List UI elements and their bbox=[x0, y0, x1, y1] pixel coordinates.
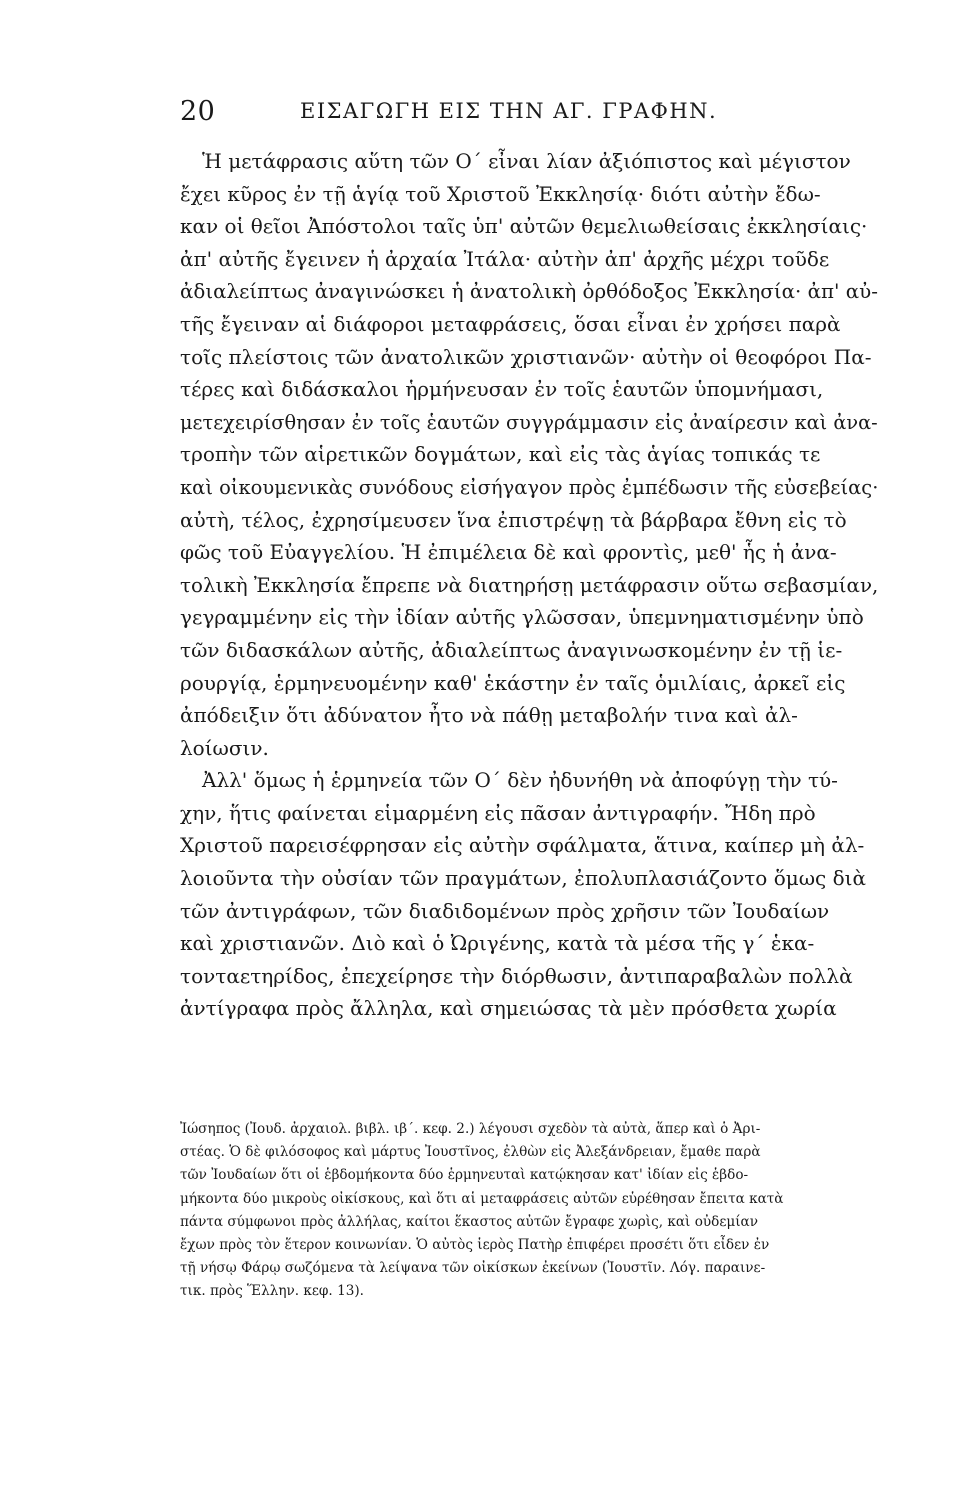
text-line: αὐτὴ, τέλος, ἐχρησίμευσεν ἵνα ἐπιστρέψῃ τὰ βάρβαρα ἔθνη εἰς τὸ bbox=[180, 507, 847, 532]
text-line: καὶ χριστιανῶν. Διὸ καὶ ὁ Ὠριγένης, κατὰ τὰ μέσα τῆς γ΄ ἑκα- bbox=[180, 931, 815, 956]
footnote-line: πάντα σύμφωνοι πρὸς ἀλλήλας, καίτοι ἕκαστος αὐτῶν ἔγραφε χωρὶς, καὶ οὐδεμίαν bbox=[180, 1213, 758, 1230]
footnote-line: τικ. πρὸς Ἕλλην. κεφ. 13). bbox=[180, 1283, 365, 1300]
text-line: Ἡ μετάφρασις αὕτη τῶν Ο΄ εἶναι λίαν ἀξιόπιστος καὶ μέγιστον bbox=[202, 149, 851, 173]
text-line: τῶν ἀντιγράφων, τῶν διαδιδομένων πρὸς χρῆσιν τῶν Ἰουδαίων bbox=[180, 898, 830, 923]
text-line: ἀδιαλείπτως ἀναγινώσκει ἡ ἀνατολικὴ ὀρθόδοξος Ἐκκλησία· ἀπ' αὐ- bbox=[180, 279, 878, 304]
text-line: χην, ἥτις φαίνεται εἱμαρμένη εἰς πᾶσαν ἀντιγραφήν. Ἤδη πρὸ bbox=[180, 800, 816, 825]
text-line: ἀντίγραφα πρὸς ἄλληλα, καὶ σημειώσας τὰ μὲν πρόσθετα χωρία bbox=[180, 996, 837, 1021]
text-line: λοιοῦντα τὴν οὐσίαν τῶν πραγμάτων, ἐπολυπλασιάζοντο ὅμως διὰ bbox=[180, 866, 866, 891]
text-line: τῶν διδασκάλων αὐτῆς, ἀδιαλείπτως ἀναγινωσκομένην ἐν τῇ ἱε- bbox=[180, 637, 843, 662]
footnotes bbox=[180, 1118, 880, 1304]
footnote-line: τῇ νήσῳ Φάρῳ σωζόμενα τὰ λείψανα τῶν οἰκίσκων ἐκείνων (Ἰουστῖν. Λόγ. παραινε- bbox=[180, 1260, 766, 1277]
page-header bbox=[180, 96, 880, 136]
text-line: ἔχει κῦρος ἐν τῇ ἁγίᾳ τοῦ Χριστοῦ Ἐκκλησίᾳ· διότι αὐτὴν ἔδω- bbox=[180, 181, 821, 206]
footnote-line: Ἰώσηπος (Ἰουδ. ἀρχαιολ. βιβλ. ιβ΄. κεφ. 2.) λέγουσι σχεδὸν τὰ αὐτὰ, ἅπερ καὶ ὁ Ἀρι- bbox=[180, 1121, 761, 1137]
text-line: λοίωσιν. bbox=[180, 735, 269, 760]
text-line: τέρες καὶ διδάσκαλοι ἡρμήνευσαν ἐν τοῖς ἑαυτῶν ὑπομνήμασι, bbox=[180, 377, 824, 402]
text-line: τοῖς πλείστοις τῶν ἀνατολικῶν χριστιανῶν· αὐτὴν οἱ θεοφόροι Πα- bbox=[180, 344, 872, 369]
footnote-line: μήκοντα δύο μικροὺς οἰκίσκους, καὶ ὅτι αἱ μεταφράσεις αὐτῶν εὑρέθησαν ἔπειτα κατὰ bbox=[180, 1190, 784, 1207]
text-line: μετεχειρίσθησαν ἐν τοῖς ἑαυτῶν συγγράμμασιν εἰς ἀναίρεσιν καὶ ἀνα- bbox=[180, 409, 878, 434]
text-line: Χριστοῦ παρεισέφρησαν εἰς αὐτὴν σφάλματα, ἅτινα, καίπερ μὴ ἀλ- bbox=[180, 833, 865, 858]
page-number: 20 bbox=[180, 96, 216, 127]
text-line: τροπὴν τῶν αἱρετικῶν δογμάτων, καὶ εἰς τὰς ἁγίας τοπικάς τε bbox=[180, 442, 821, 467]
footnote-line: ἔχων πρὸς τὸν ἕτερον κοινωνίαν. Ὁ αὐτὸς ἱερὸς Πατὴρ ἐπιφέρει προσέτι ὅτι εἶδεν ἐν bbox=[180, 1236, 770, 1253]
text-line: Ἀλλ' ὅμως ἡ ἑρμηνεία τῶν Ο΄ δὲν ἠδυνήθη νὰ ἀποφύγῃ τὴν τύ- bbox=[202, 768, 838, 793]
footnote-line: στέας. Ὁ δὲ φιλόσοφος καὶ μάρτυς Ἰουστῖνος, ἐλθὼν εἰς Ἀλεξάνδρειαν, ἔμαθε παρὰ bbox=[180, 1144, 761, 1161]
text-line: φῶς τοῦ Εὐαγγελίου. Ἡ ἐπιμέλεια δὲ καὶ φροντὶς, μεθ' ἧς ἡ ἀνα- bbox=[180, 540, 837, 565]
running-title: ΕΙΣΑΓΩΓΗ ΕΙΣ ΤΗΝ ΑΓ. ΓΡΑΦΗΝ. bbox=[300, 99, 718, 123]
text-line: τονταετηρίδος, ἐπεχείρησε τὴν διόρθωσιν, ἀντιπαραβαλὼν πολλὰ bbox=[180, 963, 853, 988]
text-line: καν οἱ θεῖοι Ἀπόστολοι ταῖς ὑπ' αὐτῶν θεμελιωθείσαις ἐκκλησίαις· bbox=[180, 214, 868, 239]
main-text bbox=[180, 145, 880, 1025]
text-line: τολικὴ Ἐκκλησία ἔπρεπε νὰ διατηρήσῃ μετάφρασιν οὕτω σεβασμίαν, bbox=[180, 572, 879, 597]
footnote-line: τῶν Ἰουδαίων ὅτι οἱ ἑβδομήκοντα δύο ἑρμηνευταὶ κατῴκησαν κατ' ἰδίαν εἰς ἑβδο- bbox=[180, 1167, 749, 1184]
text-line: καὶ οἰκουμενικὰς συνόδους εἰσήγαγον πρὸς ἐμπέδωσιν τῆς εὐσεβείας· bbox=[180, 474, 879, 499]
text-line: τῆς ἔγειναν αἱ διάφοροι μεταφράσεις, ὅσαι εἶναι ἐν χρήσει παρὰ bbox=[180, 311, 841, 336]
text-line: ἀπόδειξιν ὅτι ἀδύνατον ἦτο νὰ πάθῃ μεταβολήν τινα καὶ ἀλ- bbox=[180, 703, 798, 728]
text-line: ἀπ' αὐτῆς ἔγεινεν ἡ ἀρχαία Ἰτάλα· αὐτὴν ἀπ' ἀρχῆς μέχρι τοῦδε bbox=[180, 246, 830, 271]
text-line: ρουργίᾳ, ἑρμηνευομένην καθ' ἑκάστην ἐν ταῖς ὁμιλίαις, ἀρκεῖ εἰς bbox=[180, 670, 846, 695]
text-line: γεγραμμένην εἰς τὴν ἰδίαν αὐτῆς γλῶσσαν, ὑπεμνηματισμένην ὑπὸ bbox=[180, 605, 864, 630]
